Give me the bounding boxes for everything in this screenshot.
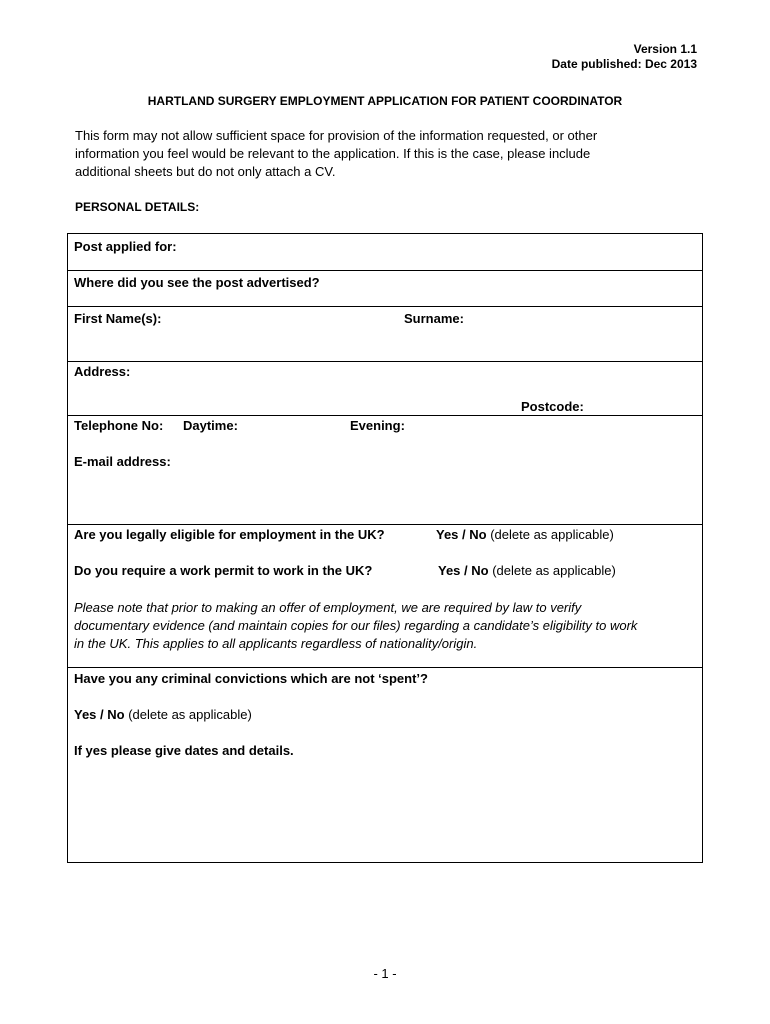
note-line-3: in the UK. This applies to all applicants regardless of nationality/origin. bbox=[74, 636, 478, 651]
convictions-yes-no: Yes / No bbox=[74, 707, 125, 722]
address-field[interactable] bbox=[68, 361, 702, 416]
eligibility-section bbox=[68, 524, 702, 668]
eligible-question: Are you legally eligible for employment in the UK? bbox=[74, 527, 385, 542]
intro-paragraph bbox=[75, 127, 675, 181]
permit-question: Do you require a work permit to work in the UK? bbox=[74, 563, 373, 578]
convictions-question: Have you any criminal convictions which are not ‘spent’? bbox=[74, 671, 428, 686]
permit-yes-no: Yes / No bbox=[438, 563, 489, 578]
eligible-yes-no: Yes / No bbox=[436, 527, 487, 542]
page-number: - 1 - bbox=[373, 966, 397, 981]
telephone-label: Telephone No: bbox=[74, 418, 164, 433]
version-block bbox=[552, 42, 697, 72]
eligible-answer[interactable] bbox=[436, 527, 614, 542]
surname-label: Surname: bbox=[404, 311, 464, 326]
note-line-1: Please note that prior to making an offer of employment, we are required by law to verify bbox=[74, 600, 582, 615]
evening-label: Evening: bbox=[350, 418, 405, 433]
intro-line-3: additional sheets but do not only attach a CV. bbox=[75, 164, 336, 179]
intro-line-1: This form may not allow sufficient space for provision of the information requested, or other bbox=[75, 128, 598, 143]
date-published-label: Date published: Dec 2013 bbox=[551, 57, 697, 71]
document-title: HARTLAND SURGERY EMPLOYMENT APPLICATION FOR PATIENT COORDINATOR bbox=[147, 94, 623, 108]
eligible-hint: (delete as applicable) bbox=[490, 527, 614, 542]
eligibility-note bbox=[74, 599, 698, 653]
permit-answer[interactable] bbox=[438, 563, 616, 578]
name-row bbox=[68, 306, 702, 362]
where-advertised-label: Where did you see the post advertised? bbox=[74, 275, 320, 290]
intro-line-2: information you feel would be relevant to the application. If this is the case, please include bbox=[75, 146, 591, 161]
where-advertised-field[interactable] bbox=[68, 270, 702, 307]
post-applied-field[interactable] bbox=[68, 234, 702, 270]
daytime-label: Daytime: bbox=[183, 418, 238, 433]
first-names-label: First Name(s): bbox=[74, 311, 162, 326]
convictions-details-label: If yes please give dates and details. bbox=[74, 743, 294, 758]
note-line-2: documentary evidence (and maintain copies for our files) regarding a candidate’s eligibility to work bbox=[74, 618, 638, 633]
address-label: Address: bbox=[74, 364, 131, 379]
convictions-hint: (delete as applicable) bbox=[128, 707, 252, 722]
convictions-answer[interactable] bbox=[74, 707, 252, 722]
version-label: Version 1.1 bbox=[633, 42, 697, 56]
permit-hint: (delete as applicable) bbox=[492, 563, 616, 578]
email-label: E-mail address: bbox=[74, 454, 171, 469]
personal-details-heading: PERSONAL DETAILS: bbox=[75, 200, 200, 214]
postcode-label: Postcode: bbox=[521, 399, 584, 414]
convictions-section bbox=[68, 667, 702, 863]
personal-details-form bbox=[67, 233, 703, 863]
post-applied-label: Post applied for: bbox=[74, 239, 177, 254]
contact-row bbox=[68, 415, 702, 525]
